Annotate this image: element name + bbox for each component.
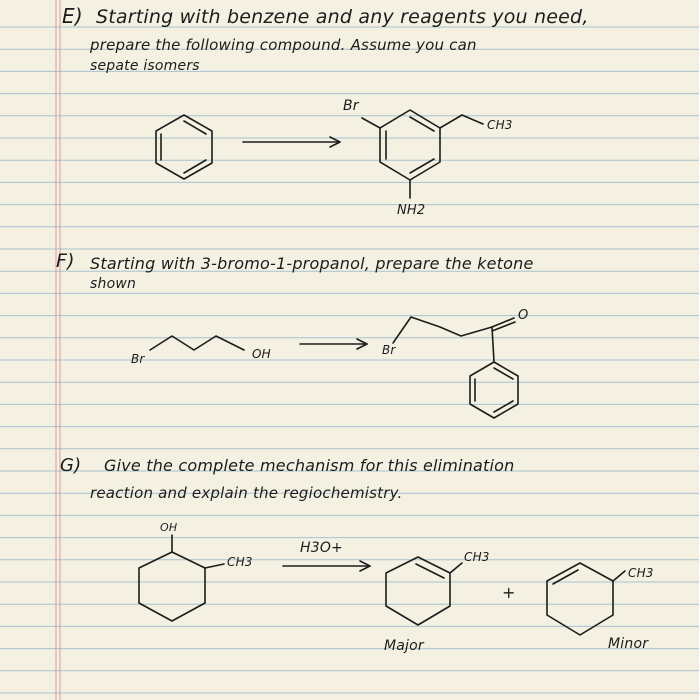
major-label: Major xyxy=(384,638,424,654)
acid-catalyst-reagent: H3O+ xyxy=(300,540,343,556)
product-e-ring xyxy=(362,110,483,198)
question-f-line-1: Starting with 3-bromo-1-propanol, prepare the ketone xyxy=(90,254,534,273)
cyclohexanol-starting-material xyxy=(139,535,224,621)
minor-product-ring xyxy=(547,563,625,635)
question-e-number: E) xyxy=(62,4,83,28)
product-f-br-label: Br xyxy=(382,343,396,357)
cyclohexanol-ch3-label: CH3 xyxy=(227,555,253,569)
major-product-ch3-label: CH3 xyxy=(464,550,490,564)
question-g-number: G) xyxy=(60,455,82,476)
product-f-phenyl-ring xyxy=(470,362,518,418)
reaction-arrow-e xyxy=(243,137,340,147)
major-product-ring xyxy=(386,557,462,625)
minor-label: Minor xyxy=(608,636,649,652)
question-f-number: F) xyxy=(56,250,75,272)
starting-material-br-label: Br xyxy=(131,352,145,366)
question-e-line-3: sepate isomers xyxy=(90,58,200,74)
product-e-br-label: Br xyxy=(343,98,359,114)
product-e-ch3-label: CH3 xyxy=(487,118,513,132)
benzene-reactant xyxy=(156,115,212,179)
question-g-line-2: reaction and explain the regiochemistry. xyxy=(90,484,403,502)
question-e-line-1: Starting with benzene and any reagents you need, xyxy=(96,6,589,28)
product-f-oxygen-label: O xyxy=(518,308,529,323)
starting-material-f xyxy=(150,336,244,350)
reaction-arrow-f xyxy=(300,339,367,349)
product-e-nh2-label: NH2 xyxy=(397,203,426,218)
starting-material-oh-label: OH xyxy=(252,347,271,361)
minor-product-ch3-label: CH3 xyxy=(628,566,654,580)
question-g-line-1: Give the complete mechanism for this elimination xyxy=(104,456,515,475)
question-f-line-2: shown xyxy=(90,276,137,292)
reaction-arrow-g xyxy=(283,561,370,571)
cyclohexanol-oh-label: OH xyxy=(160,521,178,534)
product-f-skeleton xyxy=(393,317,515,362)
question-e-line-2: prepare the following compound. Assume you can xyxy=(90,36,477,54)
plus-sign: + xyxy=(502,583,516,602)
